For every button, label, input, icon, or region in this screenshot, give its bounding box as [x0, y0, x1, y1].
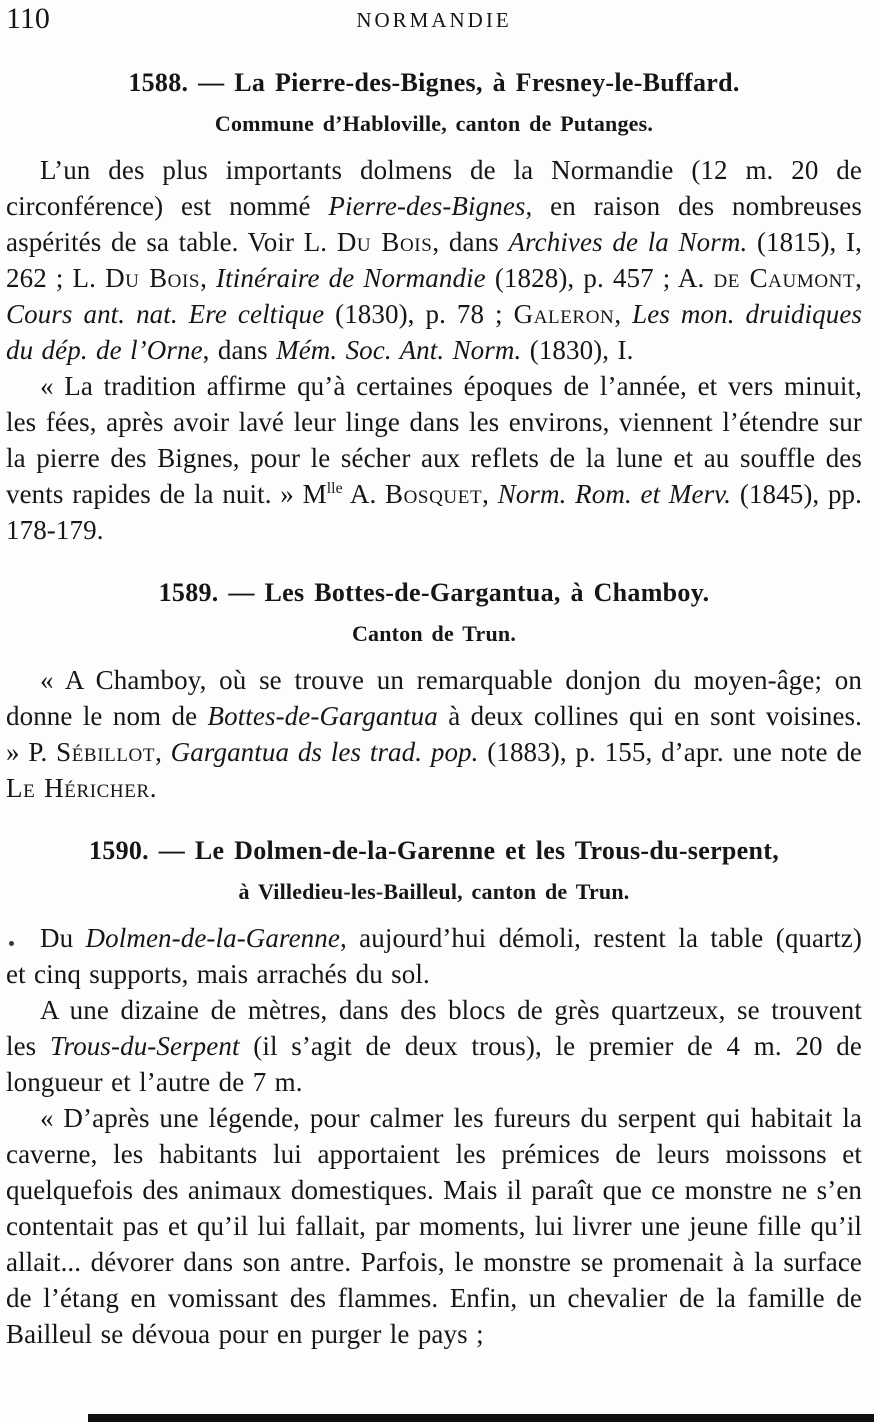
entry-1588 [6, 68, 862, 548]
entry-1588-heading: 1588. — La Pierre-des-Bignes, à Fresney-le-Buffard. [128, 68, 740, 97]
entry-1589-body [6, 662, 862, 806]
page-header [6, 4, 862, 38]
entry-1590-heading: 1590. — Le Dolmen-de-la-Garenne et les Trous-du-serpent, [88, 836, 780, 865]
entry-1588-body [6, 152, 862, 548]
paragraph: « A Chamboy, où se trouve un remarquable donjon du moyen-âge; on donne le nom de Bottes-de-Gargantua à deux collines qui en sont voisines. » P. Sébillot, Gargantua ds les trad. pop. (1883), p. 155, d’apr. une note de Le Héricher. [6, 665, 863, 803]
entry-1590-subheading: à Villedieu-les-Bailleul, canton de Trun. [238, 879, 630, 904]
entry-1590-body [6, 920, 862, 1352]
scan-artifact-bar [88, 1414, 874, 1422]
scan-speck [9, 941, 14, 946]
entry-1590 [6, 836, 862, 1352]
page-number: 110 [6, 2, 50, 35]
paragraph: L’un des plus importants dolmens de la Normandie (12 m. 20 de circonférence) est nommé Pierre-des-Bignes, en raison des nombreuses aspérités de sa table. Voir L. Du Bois, dans Archives de la Norm. (1815), I, 262 ; L. Du Bois, Itinéraire de Normandie (1828), p. 457 ; A. de Caumont, Cours ant. nat. Ere celtique (1830), p. 78 ; Galeron, Les mon. druidiques du dép. de l’Orne, dans Mém. Soc. Ant. Norm. (1830), I. [6, 155, 863, 365]
entry-1589-subheading: Canton de Trun. [351, 621, 517, 646]
running-title: NORMANDIE [356, 8, 512, 32]
paragraph: « D’après une légende, pour calmer les fureurs du serpent qui habitait la caverne, les habitants lui apportaient les prémices de leurs moissons et quelquefois des animaux domestiques. Mais il paraît que ce monstre ne s’en contentait pas et qu’il lui fallait, par moments, lui livrer une jeune fille qu’il allait... dévorer dans son antre. Parfois, le monstre se promenait à la surface de l’étang en vomissant des flammes. Enfin, un chevalier de la famille de Bailleul se dévoua pour en purger le pays ; [6, 1103, 862, 1349]
entry-1589-heading: 1589. — Les Bottes-de-Gargantua, à Chamboy. [158, 578, 710, 607]
paragraph: Du Dolmen-de-la-Garenne, aujourd’hui démoli, restent la table (quartz) et cinq supports, mais arrachés du sol. [6, 923, 862, 989]
paragraph: A une dizaine de mètres, dans des blocs de grès quartzeux, se trouvent les Trous-du-Serpent (il s’agit de deux trous), le premier de 4 m. 20 de longueur et l’autre de 7 m. [6, 995, 862, 1097]
entry-1588-subheading: Commune d’Habloville, canton de Putanges. [214, 111, 654, 136]
paragraph: « La tradition affirme qu’à certaines époques de l’année, et vers minuit, les fées, après avoir lavé leur linge dans les environs, viennent l’étendre sur la pierre des Bignes, pour le sécher aux reflets de la lune et au souffle des vents rapides de la nuit. » $M^{lle}$ A. Bosquet, Norm. Rom. et Merv. (1845), pp. 178-179. [6, 371, 863, 545]
entry-1589 [6, 578, 862, 806]
